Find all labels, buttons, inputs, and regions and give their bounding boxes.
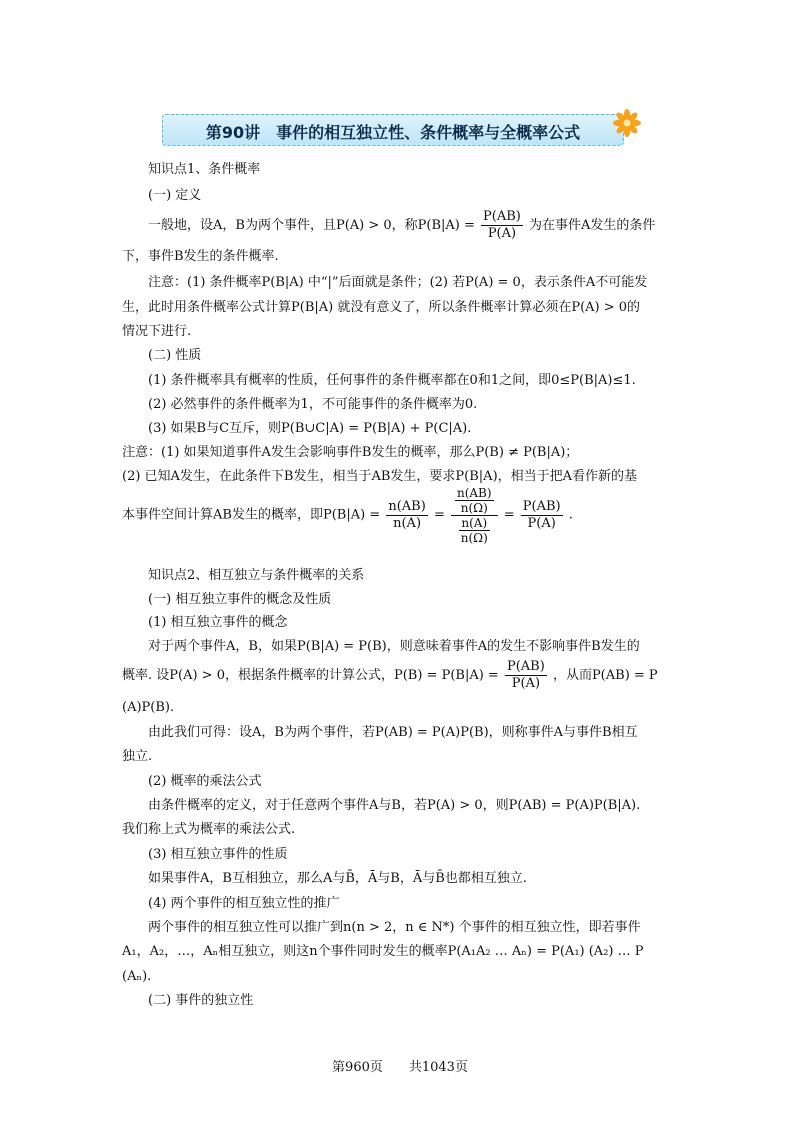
section-properties: (二) 性质 (148, 348, 202, 363)
multiplication-line-1: 由条件概率的定义，对于任意两个事件A与B，若P(A) > 0，则P(AB) = P(A)P(B|A). (148, 798, 641, 813)
definition-line-2: 下，事件B发生的条件概率. (122, 249, 279, 264)
generalization-heading: (4) 两个事件的相互独立性的推广 (148, 896, 340, 911)
flower-icon (612, 108, 642, 138)
section-title-banner (162, 114, 624, 146)
generalization-line-3: (Aₙ). (122, 969, 152, 984)
property-2: (2) 必然事件的条件概率为1，不可能事件的条件概率为0. (148, 397, 478, 412)
generalization-line-1: 两个事件的相互独立性可以推广到n(n > 2，n ∈ N*) 个事件的相互独立性，即若事件 (148, 920, 641, 935)
section-event-independence: (二) 事件的独立性 (148, 993, 254, 1008)
property-heading: (3) 相互独立事件的性质 (148, 847, 288, 862)
compound-fraction: $\frac{\frac{n(AB)}{n(\Omega)}}{\frac{n(A)}{n(\Omega)}}$ (451, 486, 498, 545)
concept-line-2: 概率. 设P(A) > 0，根据条件概率的计算公式，P(B) = P(B|A) = $\frac{P(AB)}{P(A)}$ ，从而P(AB) = P (122, 659, 658, 691)
section-title: 第90讲 事件的相互独立性、条件概率与全概率公式 (205, 123, 581, 142)
knowledge-point-1: 知识点1、条件概率 (148, 162, 261, 177)
multiplication-line-2: 我们称上式为概率的乘法公式. (122, 822, 296, 837)
definition-line: 一般地，设A，B为两个事件，且P(A) > 0，称P(B|A) = $\frac{P(AB)}{P(A)}$ 为在事件A发生的条件 (148, 209, 656, 241)
section-definition: (一) 定义 (148, 188, 202, 203)
note-2-line-1: 注意：(1) 如果知道事件A发生会影响事件B发生的概率，那么P(B) ≠ P(B|A)； (122, 445, 579, 460)
conditional-prob-fraction: $\frac{P(AB)}{P(A)}$ (483, 209, 521, 241)
concept-line-5: 独立. (122, 749, 153, 764)
concept-fraction: $\frac{P(AB)}{P(A)}$ (506, 659, 545, 691)
page-footer: 第960页 共1043页 (332, 1060, 468, 1075)
section-independence: (一) 相互独立事件的概念及性质 (148, 592, 332, 607)
concept-line-3: (A)P(B). (122, 700, 175, 715)
concept-line-1: 对于两个事件A，B，如果P(B|A) = P(B)，则意味着事件A的发生不影响事件B发生的 (148, 639, 640, 654)
knowledge-point-2: 知识点2、相互独立与条件概率的关系 (148, 568, 365, 583)
note-1-line-1: 注意：(1) 条件概率P(B|A) 中“|”后面就是条件；(2) 若P(A) = 0，表示条件A不可能发 (148, 275, 648, 290)
concept-line-4: 由此我们可得：设A，B为两个事件，若P(AB) = P(A)P(B)，则称事件A与事件B相互 (148, 725, 638, 740)
multiplication-heading: (2) 概率的乘法公式 (148, 774, 262, 789)
note-2-line-2: (2) 已知A发生，在此条件下B发生，相当于AB发生，要求P(B|A)，相当于把A看作新的基 (122, 469, 638, 484)
concept-heading: (1) 相互独立事件的概念 (148, 615, 288, 630)
property-3: (3) 如果B与C互斥，则P(B∪C|A) = P(B|A) + P(C|A). (148, 421, 472, 436)
property-line: 如果事件A，B互相独立，那么A与B̄，Ā与B，Ā与B̄也都相互独立. (148, 871, 527, 886)
note-2-formula: 本事件空间计算AB发生的概率，即P(B|A) = $\frac{n(AB)}{n(A)}$ = $\frac{\frac{n(AB)}{n(\Omega)}}{\frac{n(A)}{n(\Omega)}}$ = $\frac{P(AB)}{P(A)}$ . (122, 486, 573, 545)
property-1: (1) 条件概率具有概率的性质，任何事件的条件概率都在0和1之间，即0≤P(B|A)≤1. (148, 373, 636, 388)
prob-fraction: $\frac{P(AB)}{P(A)}$ (522, 499, 561, 531)
generalization-line-2: A₁，A₂，…，Aₙ相互独立，则这n个事件同时发生的概率P(A₁A₂ … Aₙ) = P(A₁) (A₂) … P (122, 944, 644, 959)
note-1-line-3: 情况下进行. (122, 324, 192, 339)
count-fraction: $\frac{n(AB)}{n(A)}$ (388, 499, 426, 531)
note-1-line-2: 生，此时用条件概率公式计算P(B|A) 就没有意义了，所以条件概率计算必须在P(A) > 0的 (122, 300, 641, 315)
